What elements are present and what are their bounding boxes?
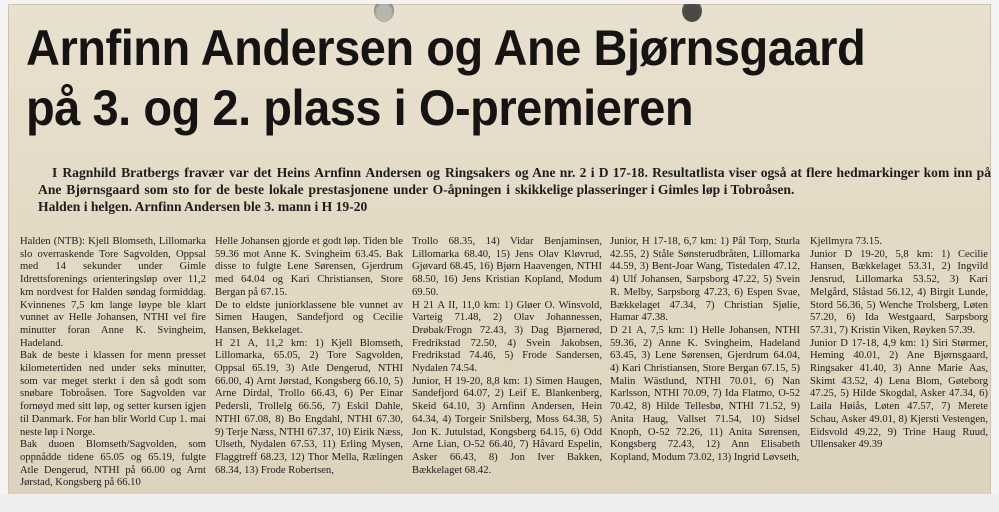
headline: Arnfinn Andersen og Ane Bjørnsgaard på 3. og 2. plass i O-premieren — [26, 20, 866, 136]
lead-paragraph-part-1: I Ragnhild Bratbergs fravær var det Heins Arnfinn Andersen og Ringsakers Ane Bjørnsgaard som sto for de beste lokale prestasjonene under O-åpningen i Halden i helgen. Arnfinn Andersen ble 3. mann i H 19-20 — [38, 165, 510, 214]
background-margin — [0, 494, 999, 512]
lead-paragraph-part-2: og Ane nr. 2 i D 17-18. Resultatlista viser også at flere hedmarkinger kom inn på skikkelige plasseringer i Gimles løp i Tobroåsen. — [515, 165, 991, 197]
article-column-2: Helle Johansen gjorde et godt løp. Tiden ble 59.36 mot Anne K. Svingheim 63.45. Bak disse to fulgte Lene Sørensen, Gjerdrum med 64.04 og Kari Christiansen, Store Bergan på 67.15. De to eldste juniorklassene ble vunnet av Simen Haugen, Sandefjord og Cecilie Hansen, Bekkelaget. H 21 A, 11,2 km: 1) Kjell Blomseth, Lillomarka, 65.05, 2) Tore Sagvolden, Oppsal 65.19, 3) Atle Dengerud, NTHI 66.00, 4) Arnt Jørstad, Kongsberg 66.10, 5) Arne Dirdal, Trollo 66.43, 6) Per Einar Pedersli, Trollelg 66.56, 7) Eskil Dahle, NTHI 67.08, 8) Bo Engdahl, NTHI 67.30, 9) Terje Næss, NTHI 67.37, 10) Eirik Næss, Ulseth, Nydalen 67.53, 11) Erling Mysen, Flaggtreff 68.23, 12) Thor Mella, Rælingen 68.34, 13) Frode Robertsen, — [215, 236, 403, 476]
article-column-1: Halden (NTB): Kjell Blomseth, Lillomarka slo overraskende Tore Sagvolden, Oppsal med 14 sekunder under Gimle Idrettsforenings orienteringsløp over 11,2 km nordvest for Halden søndag formiddag. Kvinnenes 7,5 km lange løype ble klart vunnet av Helle Johansen, NTHI vel fire minutter foran Anne K. Svingheim, Hadeland. Bak de beste i klassen for menn presset kilometertiden ned under seks minutter, som var meget sterkt i den så godt som snøbare Tobroåsen. Tore Sagvolden var fornøyd med sitt løp, og setter kursen igjen til Danmark. For han blir World Cup 1. mai neste løp i Norge. Bak duoen Blomseth/Sagvolden, som oppnådde tidene 65.05 og 65.19, fulgte Atle Dengerud, NTHI på 66.00 og Arnt Jørstad, Kongsberg på 66.10 — [20, 236, 206, 489]
article-column-3: Trollo 68.35, 14) Vidar Benjaminsen, Lillomarka 68.40, 15) Jens Olav Kløvrud, Gjøvard 68.45, 16) Bjørn Haavengen, NTHI 68.50, 16) Jens Kristian Kopland, Modum 69.50. H 21 A II, 11,0 km: 1) Gløer O. Winsvold, Varteig 71.48, 2) Olav Johannessen, Drøbak/Frogn 72.43, 3) Dag Bjørnerød, Fredrikstad 72.50, 4) Svein Jakobsen, Fredrikstad 74.46, 5) Frode Sandersen, Nydalen 74.54. Junior, H 19-20, 8,8 km: 1) Simen Haugen, Sandefjord 64.07, 2) Leif E. Blankenberg, Skeid 64.10, 3) Arnfinn Andersen, Hein 64.34, 4) Torgeir Snilsberg, Moss 64.38, 5) Jon K. Jutulstad, Kongsberg 64.15, 6) Odd Arne Lian, O-52 66.40, 7) Håvard Espelin, Asker 66.43, 8) Jon Iver Bakken, Bækkelaget 68.42. — [412, 236, 602, 476]
article-column-5: Kjellmyra 73.15. Junior D 19-20, 5,8 km: 1) Cecilie Hansen, Bækkelaget 53.31, 2) Ingvild Jensrud, Lillomarka 53.52, 3) Kari Melgård, Slåstad 56.12, 4) Birgit Lunde, Stord 56.36, 5) Wenche Trolsberg, Løten 57.20, 6) Ida Westgaard, Sarpsborg 57.31, 7) Kristin Viken, Røyken 57.39. Junior D 17-18, 4,9 km: 1) Siri Størmer, Heming 40.01, 2) Ane Bjørnsgaard, Ringsaker 41.40, 3) Anne Marie Aas, Skimt 43.52, 4) Lena Blom, Gøteborg 47.25, 5) Hilde Skogdal, Asker 47.34, 6) Laila Høiås, Løten 47.57, 7) Merete Schau, Asker 49.01, 8) Kjersti Vestengen, Eidsvold 49.22, 9) Trine Haug Ruud, Ullensaker 49.39 — [810, 236, 988, 451]
article-column-4: Junior, H 17-18, 6,7 km: 1) Pål Torp, Sturla 42.55, 2) Ståle Sønsterudbråten, Lillomarka 44.59, 3) Bent-Joar Wang, Tistedalen 47.12, 4) Ulf Johansen, Sarpsborg 47.22, 5) Svein R. Melby, Sarpsborg 47.23, 6) Espen Svae, Bækkelaget 47.34, 7) Christian Sjølie, Hamar 47.38. D 21 A, 7,5 km: 1) Helle Johansen, NTHI 59.36, 2) Anne K. Svingheim, Hadeland 63.45, 3) Lene Sørensen, Gjerdrum 64.04, 4) Kari Christiansen, Store Bergan 67.15, 5) Malin Wästlund, NTHI 70.01, 6) Nan Karlsson, NTHI 70.09, 7) Ida Flatmo, O-52 70.42, 8) Hilde Tellesbø, NTHI 71.52, 9) Anita Haug, Vallset 71.54, 10) Sidsel Knoph, O-52 72.26, 11) Anita Sørensen, Kongsberg 72.43, 12) Ann Elisabeth Kopland, Modum 73.02, 13) Ingrid Løvseth, — [610, 236, 800, 463]
newspaper-clipping — [8, 4, 991, 498]
